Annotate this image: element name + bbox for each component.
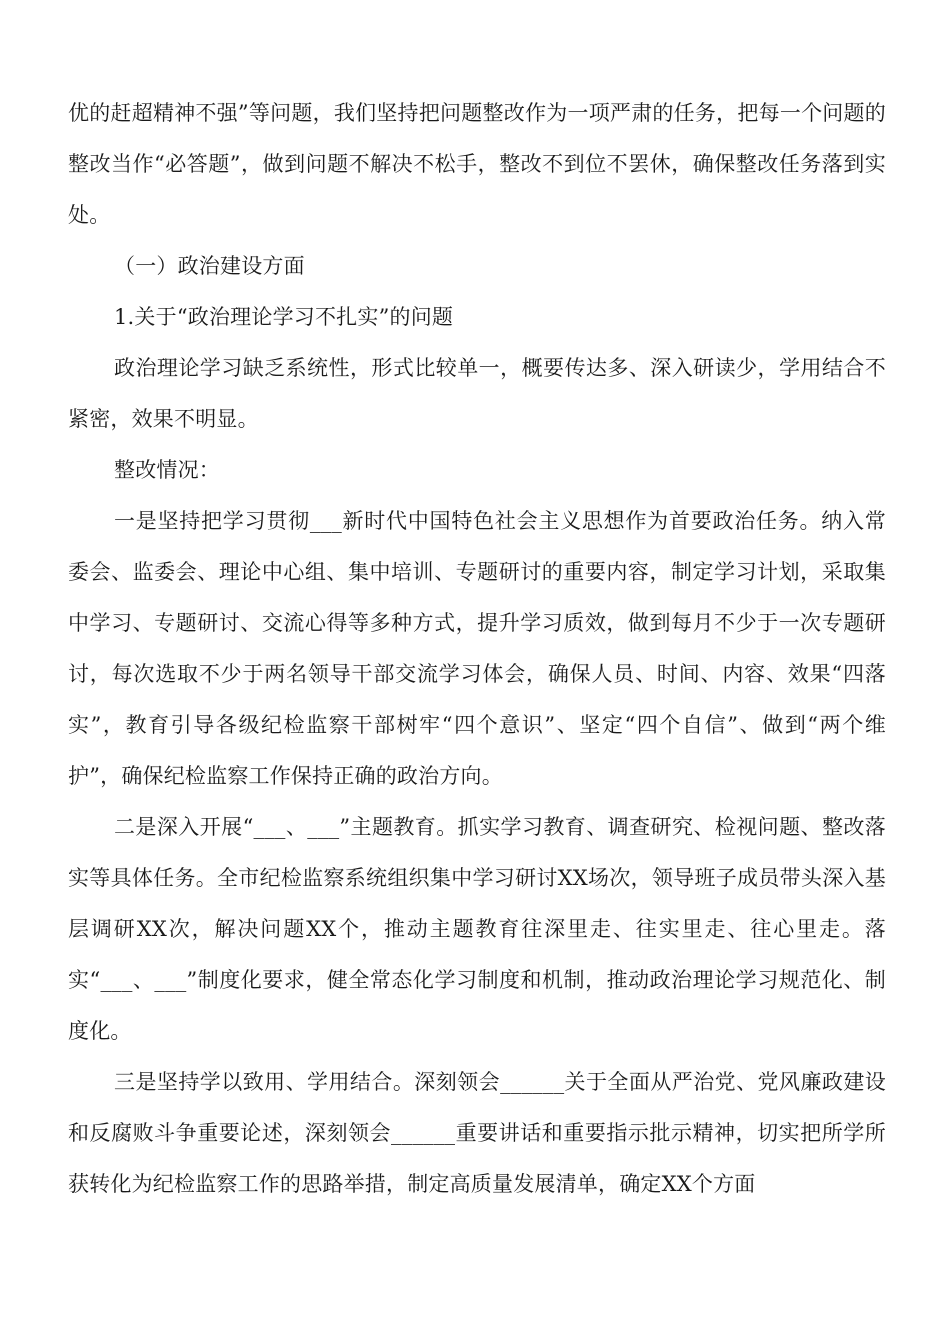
section-heading-political-construction: （一）政治建设方面 [114,254,305,278]
rectification-label: 整改情况： [114,458,220,482]
issue-description: 政治理论学习缺乏系统性，形式比较单一，概要传达多、深入研读少，学用结合不紧密，效果不明显。 [68,356,886,431]
issue-heading-1: 1.关于“政治理论学习不扎实”的问题 [114,305,454,329]
document-body [68,88,886,1210]
paragraph-measure-2: 二是深入开展“___、___”主题教育。抓实学习教育、调查研究、检视问题、整改落实等具体任务。全市纪检监察系统组织集中学习研讨XX场次，领导班子成员带头深入基层调研XX次，解决问题XX个，推动主题教育往深里走、往实里走、往心里走。落实“___、___”制度化要求，健全常态化学习制度和机制，推动政治理论学习规范化、制度化。 [68,815,886,1043]
paragraph-measure-3: 三是坚持学以致用、学用结合。深刻领会______关于全面从严治党、党风廉政建设和反腐败斗争重要论述，深刻领会______重要讲话和重要指示批示精神，切实把所学所获转化为纪检监察工作的思路举措，制定高质量发展清单，确定XX个方面 [68,1070,886,1196]
paragraph-continuation: 优的赶超精神不强”等问题，我们坚持把问题整改作为一项严肃的任务，把每一个问题的整改当作“必答题”，做到问题不解决不松手，整改不到位不罢休，确保整改任务落到实处。 [68,101,886,227]
paragraph-measure-1: 一是坚持把学习贯彻___新时代中国特色社会主义思想作为首要政治任务。纳入常委会、监委会、理论中心组、集中培训、专题研讨的重要内容，制定学习计划，采取集中学习、专题研讨、交流心得等多种方式，提升学习质效，做到每月不少于一次专题研讨，每次选取不少于两名领导干部交流学习体会，确保人员、时间、内容、效果“四落实”，教育引导各级纪检监察干部树牢“四个意识”、坚定“四个自信”、做到“两个维护”，确保纪检监察工作保持正确的政治方向。 [68,509,886,788]
